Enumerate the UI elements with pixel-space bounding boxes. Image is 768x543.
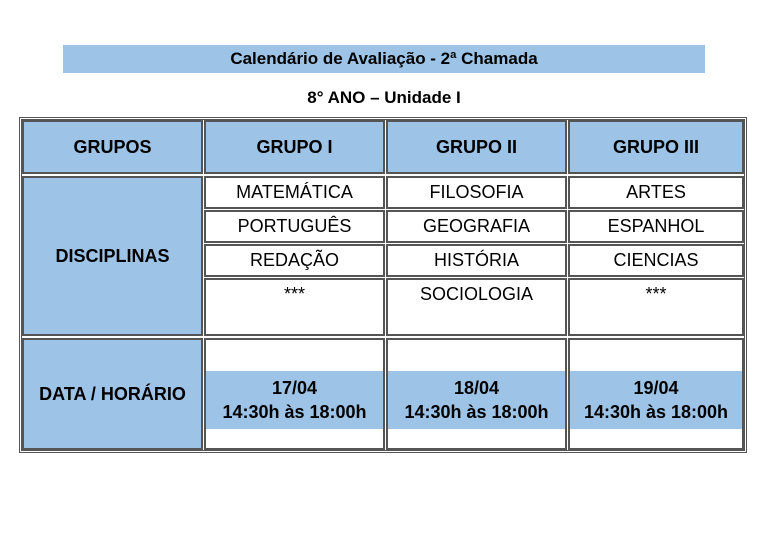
- header-grupos: GRUPOS: [22, 120, 203, 174]
- exam-time: 14:30h às 18:00h: [222, 402, 367, 422]
- subject-cell: ***: [204, 278, 385, 336]
- exam-date: 18/04: [453, 378, 500, 398]
- date-cell-grupo-1: [204, 338, 385, 450]
- header-grupo-1: GRUPO I: [204, 120, 385, 174]
- subject-cell: CIENCIAS: [568, 244, 744, 277]
- subject-cell: FILOSOFIA: [386, 176, 567, 209]
- subject-cell: ARTES: [568, 176, 744, 209]
- exam-date: 17/04: [271, 378, 318, 398]
- schedule-table: [19, 117, 747, 453]
- date-cell-grupo-2: [386, 338, 567, 450]
- date-highlight: [570, 371, 742, 429]
- exam-time: 14:30h às 18:00h: [404, 402, 549, 422]
- subject-cell: MATEMÁTICA: [204, 176, 385, 209]
- date-highlight: [388, 371, 565, 429]
- subject-cell: HISTÓRIA: [386, 244, 567, 277]
- header-grupo-2: GRUPO II: [386, 120, 567, 174]
- title-text: Calendário de Avaliação - 2ª Chamada: [230, 49, 538, 68]
- header-grupo-3: GRUPO III: [568, 120, 744, 174]
- subject-cell: GEOGRAFIA: [386, 210, 567, 243]
- disciplinas-label: DISCIPLINAS: [22, 176, 203, 336]
- page-subtitle: 8° ANO – Unidade I: [307, 88, 461, 107]
- date-highlight: [206, 371, 383, 429]
- data-horario-label: DATA / HORÁRIO: [22, 338, 203, 450]
- subject-cell: ***: [568, 278, 744, 336]
- subject-cell: SOCIOLOGIA: [386, 278, 567, 336]
- exam-time: 14:30h às 18:00h: [583, 402, 729, 422]
- subject-cell: REDAÇÃO: [204, 244, 385, 277]
- page-title: [63, 45, 705, 73]
- date-cell-grupo-3: [568, 338, 744, 450]
- exam-date: 19/04: [633, 378, 679, 398]
- subject-cell: PORTUGUÊS: [204, 210, 385, 243]
- subject-cell: ESPANHOL: [568, 210, 744, 243]
